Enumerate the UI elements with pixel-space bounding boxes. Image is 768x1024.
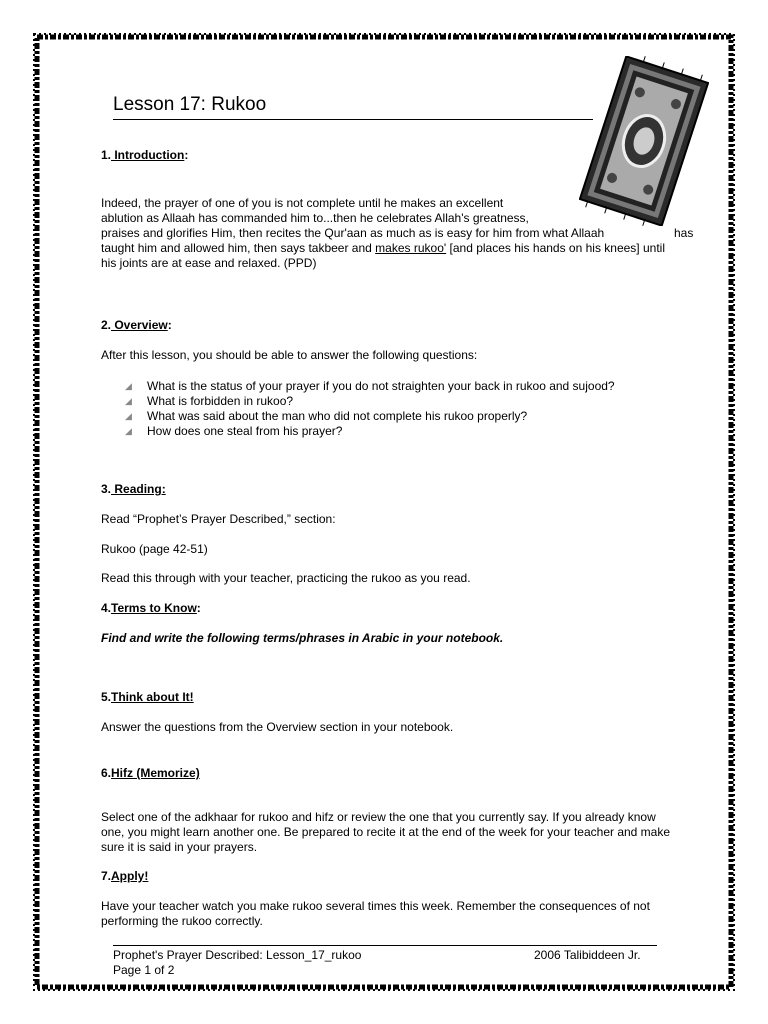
- footer-page-number: Page 1 of 2: [113, 963, 175, 977]
- overview-text: After this lesson, you should be able to answer the following questions:: [101, 348, 478, 362]
- intro-line-5: his joints are at ease and relaxed. (PPD): [101, 256, 317, 270]
- intro-line-4: taught him and allowed him, then says takbeer and makes rukoo' [and places his hands on his knees] until: [101, 241, 665, 255]
- apply-heading: 7.Apply!: [101, 869, 149, 883]
- reading-line-1: Read “Prophet’s Prayer Described,” section:: [101, 512, 336, 526]
- apply-line-1: Have your teacher watch you make rukoo several times this week. Remember the consequences of not: [101, 899, 650, 913]
- overview-heading: 2. Overview:: [101, 318, 172, 332]
- intro-line-3: praises and glorifies Him, then recites the Qur'aan as much as is easy for him from what Allaah: [101, 226, 605, 240]
- bullet-icon: ◢: [125, 411, 132, 421]
- bullet-icon: ◢: [125, 381, 132, 391]
- reading-heading: 3. Reading:: [101, 482, 166, 496]
- prayer-rug-image: [579, 56, 709, 226]
- footer-divider: [113, 945, 657, 946]
- bullet-icon: ◢: [125, 396, 132, 406]
- intro-line-2: ablution as Allaah has commanded him to...then he celebrates Allah's greatness,: [101, 211, 529, 225]
- hifz-line-2: one, you might learn another one. Be prepared to recite it at the end of the week for your teacher and make: [101, 825, 671, 839]
- footer-copyright: 2006 Talibiddeen Jr.: [534, 948, 641, 962]
- list-item: ◢ What is forbidden in rukoo?: [125, 394, 294, 408]
- overview-question-list: [125, 379, 615, 439]
- reading-line-2: Rukoo (page 42-51): [101, 542, 208, 556]
- list-item: ◢ What is the status of your prayer if you do not straighten your back in rukoo and sujood?: [125, 379, 615, 393]
- apply-line-2: performing the rukoo correctly.: [101, 914, 263, 928]
- terms-heading: 4.Terms to Know:: [101, 601, 201, 615]
- think-text: Answer the questions from the Overview section in your notebook.: [101, 720, 454, 734]
- introduction-heading: 1. Introduction:: [101, 148, 189, 162]
- terms-text: Find and write the following terms/phrases in Arabic in your notebook.: [101, 631, 504, 645]
- hifz-line-3: sure it is said in your prayers.: [101, 840, 258, 854]
- list-item: ◢ How does one steal from his prayer?: [125, 424, 343, 438]
- intro-has: has: [674, 226, 694, 240]
- think-heading: 5.Think about It!: [101, 690, 194, 704]
- hifz-line-1: Select one of the adkhaar for rukoo and hifz or review the one that you currently say. If you already know: [101, 810, 656, 824]
- list-item: ◢ What was said about the man who did not complete his rukoo properly?: [125, 409, 528, 423]
- lesson-title: Lesson 17: Rukoo: [113, 94, 593, 120]
- reading-line-3: Read this through with your teacher, practicing the rukoo as you read.: [101, 571, 471, 585]
- intro-line-1: Indeed, the prayer of one of you is not complete until he makes an excellent: [101, 196, 504, 210]
- bullet-icon: ◢: [125, 426, 132, 436]
- hifz-heading: 6.Hifz (Memorize): [101, 766, 200, 780]
- footer-title: Prophet's Prayer Described: Lesson_17_rukoo: [113, 948, 362, 962]
